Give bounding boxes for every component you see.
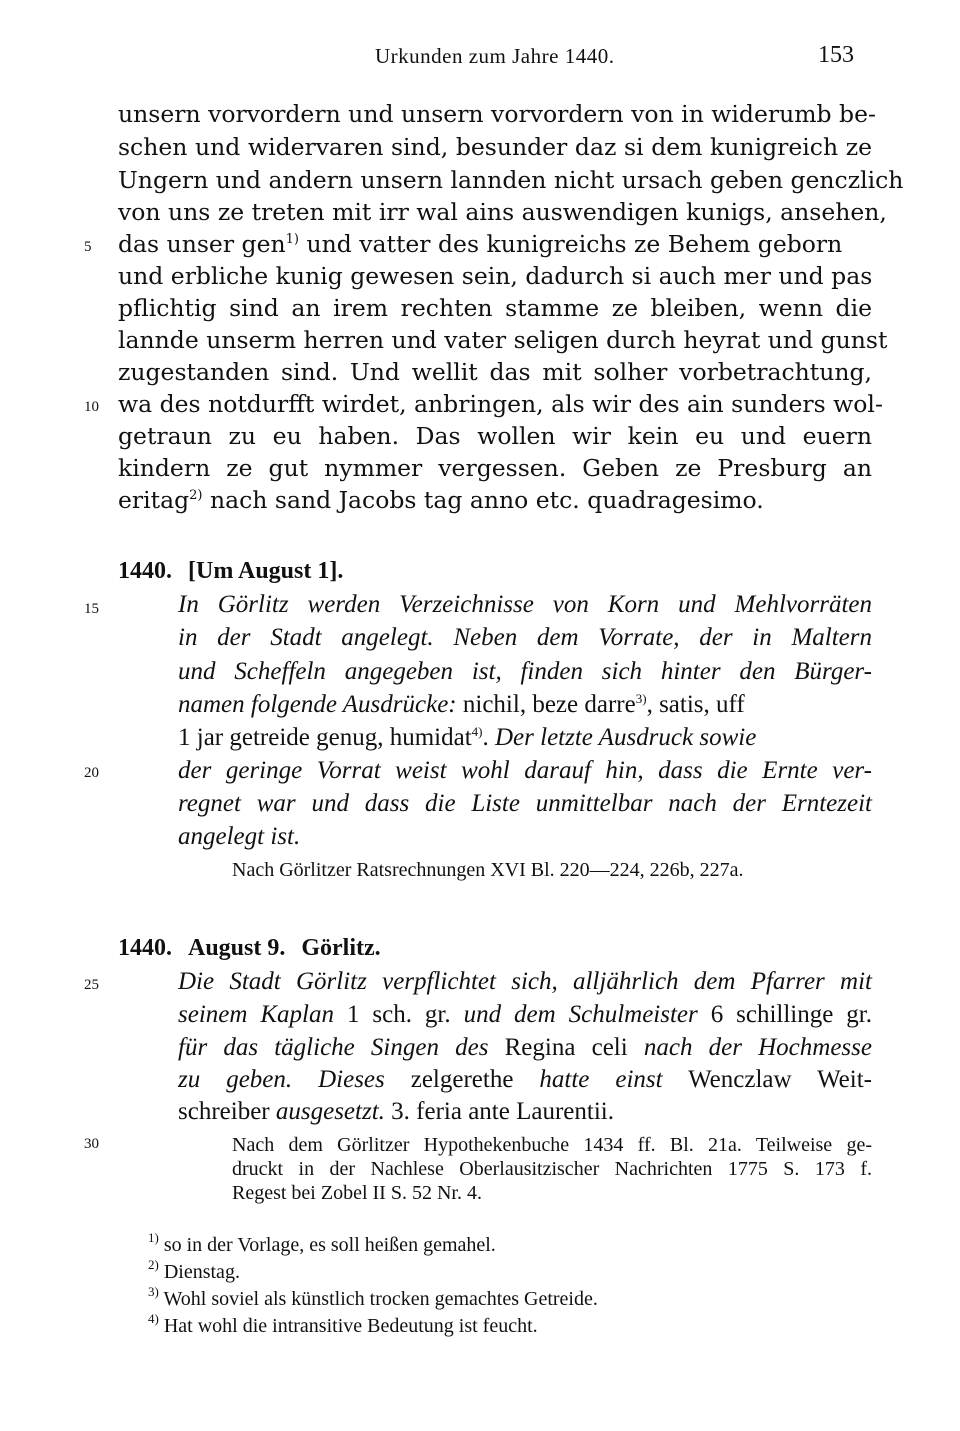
entry-year: 1440.	[118, 558, 172, 584]
footnote-ref: 4)	[471, 724, 483, 739]
regest-line: regnet war und dass die Liste unmittelbar nach der Erntezeit	[178, 790, 872, 817]
regest-line: in der Stadt angelegt. Neben dem Vorrate, der in Maltern	[178, 624, 872, 651]
footnote-text: so in der Vorlage, es soll heißen gemahel.	[158, 1234, 496, 1256]
regest-line: Die Stadt Görlitz verpflichtet sich, alljährlich dem Pfarrer mit	[178, 968, 872, 995]
source-note: Nach Görlitzer Ratsrechnungen XVI Bl. 220—224, 226b, 227a.	[232, 859, 744, 881]
regest-fragment: namen folgende Ausdrücke:	[178, 691, 457, 718]
source-line: Regest bei Zobel II S. 52 Nr. 4.	[232, 1182, 482, 1204]
quoted-fragment: , satis, uff	[646, 691, 745, 718]
footnote	[148, 1284, 598, 1311]
body-text-fragment: das unser gen	[118, 230, 286, 258]
entry-date: August 9.	[188, 935, 286, 961]
quoted-fragment: 3. feria ante Laurentii.	[384, 1098, 614, 1125]
body-line: Ungern und andern unsern lannden nicht ursach geben genczlich	[118, 166, 904, 194]
regest-fragment: ausgesetzt.	[275, 1098, 385, 1125]
quoted-fragment: 1 jar getreide genug, humidat	[178, 724, 472, 751]
line-number: 20	[84, 765, 99, 781]
body-line: unsern vorvordern und unsern vorvordern von in widerumb be-	[118, 100, 876, 128]
body-line: wa des notdurfft wirdet, anbringen, als wir des ain sunders wol-	[118, 390, 883, 418]
regest-fragment: und dem Schulmeister	[463, 1001, 698, 1028]
footnote-text: Hat wohl die intransitive Bedeutung ist feucht.	[158, 1315, 538, 1337]
regest-fragment: hatte einst	[539, 1066, 663, 1093]
footnote-mark: 2)	[148, 1257, 159, 1272]
quoted-fragment: schreiber	[178, 1098, 276, 1125]
regest-line	[178, 691, 872, 719]
line-number: 10	[84, 399, 99, 415]
footnote-mark: 1)	[148, 1230, 159, 1245]
footnote-ref: 1)	[285, 232, 299, 247]
footnote-text: Dienstag.	[158, 1261, 240, 1283]
footnote-text: Wohl soviel als künstlich trocken gemachtes Getreide.	[158, 1288, 598, 1310]
line-number: 15	[84, 601, 99, 617]
regest-line	[178, 1034, 872, 1062]
quoted-fragment: nichil, beze darre	[456, 691, 636, 718]
quoted-fragment: zelgerethe	[384, 1066, 540, 1093]
quoted-fragment: .	[482, 724, 489, 751]
regest-fragment: nach der Hochmesse	[643, 1034, 872, 1061]
body-line: pflichtig sind an irem rechten stamme ze bleiben, wenn die	[118, 294, 872, 322]
regest-line: In Görlitz werden Verzeichnisse von Korn und Mehlvorräten	[178, 591, 872, 618]
quoted-fragment: Regina celi	[488, 1034, 644, 1061]
body-line: zugestanden sind. Und wellit das mit solher vorbetrachtung,	[118, 358, 872, 386]
body-line: von uns ze treten mit irr wal ains auswendigen kunigs, ansehen,	[118, 198, 887, 226]
regest-fragment: für das tägliche Singen des	[178, 1034, 489, 1061]
regest-line	[178, 1098, 872, 1126]
body-line: getraun zu eu haben. Das wollen wir kein eu und euern	[118, 422, 872, 450]
regest-line	[178, 724, 872, 752]
footnote-ref: 2)	[189, 488, 203, 503]
source-line: Nach dem Görlitzer Hypothekenbuche 1434 ff. Bl. 21a. Teilweise ge-	[232, 1134, 872, 1156]
line-number: 25	[84, 977, 99, 993]
entry-heading	[118, 558, 359, 585]
regest-line: angelegt ist.	[178, 823, 301, 850]
source-line: druckt in der Nachlese Oberlausitzischer Nachrichten 1775 S. 173 f.	[232, 1158, 872, 1180]
body-text-fragment: nach sand Jacobs tag anno etc. quadragesimo.	[202, 486, 764, 514]
body-text-fragment: und vatter des kunigreichs ze Behem geborn	[298, 230, 843, 258]
regest-line: der geringe Vorrat weist wohl darauf hin, dass die Ernte ver-	[178, 757, 872, 784]
regest-line	[178, 1001, 872, 1029]
footnote	[148, 1257, 240, 1284]
body-line: kindern ze gut nymmer vergessen. Geben ze Presburg an	[118, 454, 872, 482]
running-header-title: Urkunden zum Jahre 1440.	[375, 44, 615, 68]
quoted-fragment: 1 sch. gr.	[334, 1001, 464, 1028]
quoted-fragment: 6 schillinge gr.	[697, 1001, 872, 1028]
body-line: schen und widervaren sind, besunder daz si dem kunigreich ze	[118, 133, 872, 161]
line-number: 5	[84, 239, 92, 255]
page-number: 153	[818, 42, 854, 68]
footnote-mark: 4)	[148, 1311, 159, 1326]
footnote-mark: 3)	[148, 1284, 159, 1299]
line-number: 30	[84, 1136, 99, 1152]
regest-fragment: zu geben. Dieses	[178, 1066, 385, 1093]
regest-line: und Scheffeln angegeben ist, finden sich hinter den Bürger-	[178, 658, 872, 685]
body-line	[118, 486, 872, 514]
footnote-ref: 3)	[635, 691, 647, 706]
entry-heading	[118, 935, 397, 962]
body-text-fragment: eritag	[118, 486, 190, 514]
entry-year: 1440.	[118, 935, 172, 961]
regest-line	[178, 1066, 872, 1094]
footnote	[148, 1311, 538, 1338]
body-line	[118, 230, 872, 258]
entry-place: Görlitz.	[301, 935, 381, 961]
regest-fragment: Der letzte Ausdruck sowie	[488, 724, 757, 751]
regest-fragment: seinem Kaplan	[178, 1001, 334, 1028]
footnote	[148, 1230, 496, 1257]
quoted-fragment: Wenczlaw Weit-	[662, 1066, 872, 1093]
body-line: lannde unserm herren und vater seligen durch heyrat und gunst	[118, 326, 888, 354]
entry-date: [Um August 1].	[188, 558, 344, 584]
body-line: und erbliche kunig gewesen sein, dadurch si auch mer und pas	[118, 262, 873, 290]
